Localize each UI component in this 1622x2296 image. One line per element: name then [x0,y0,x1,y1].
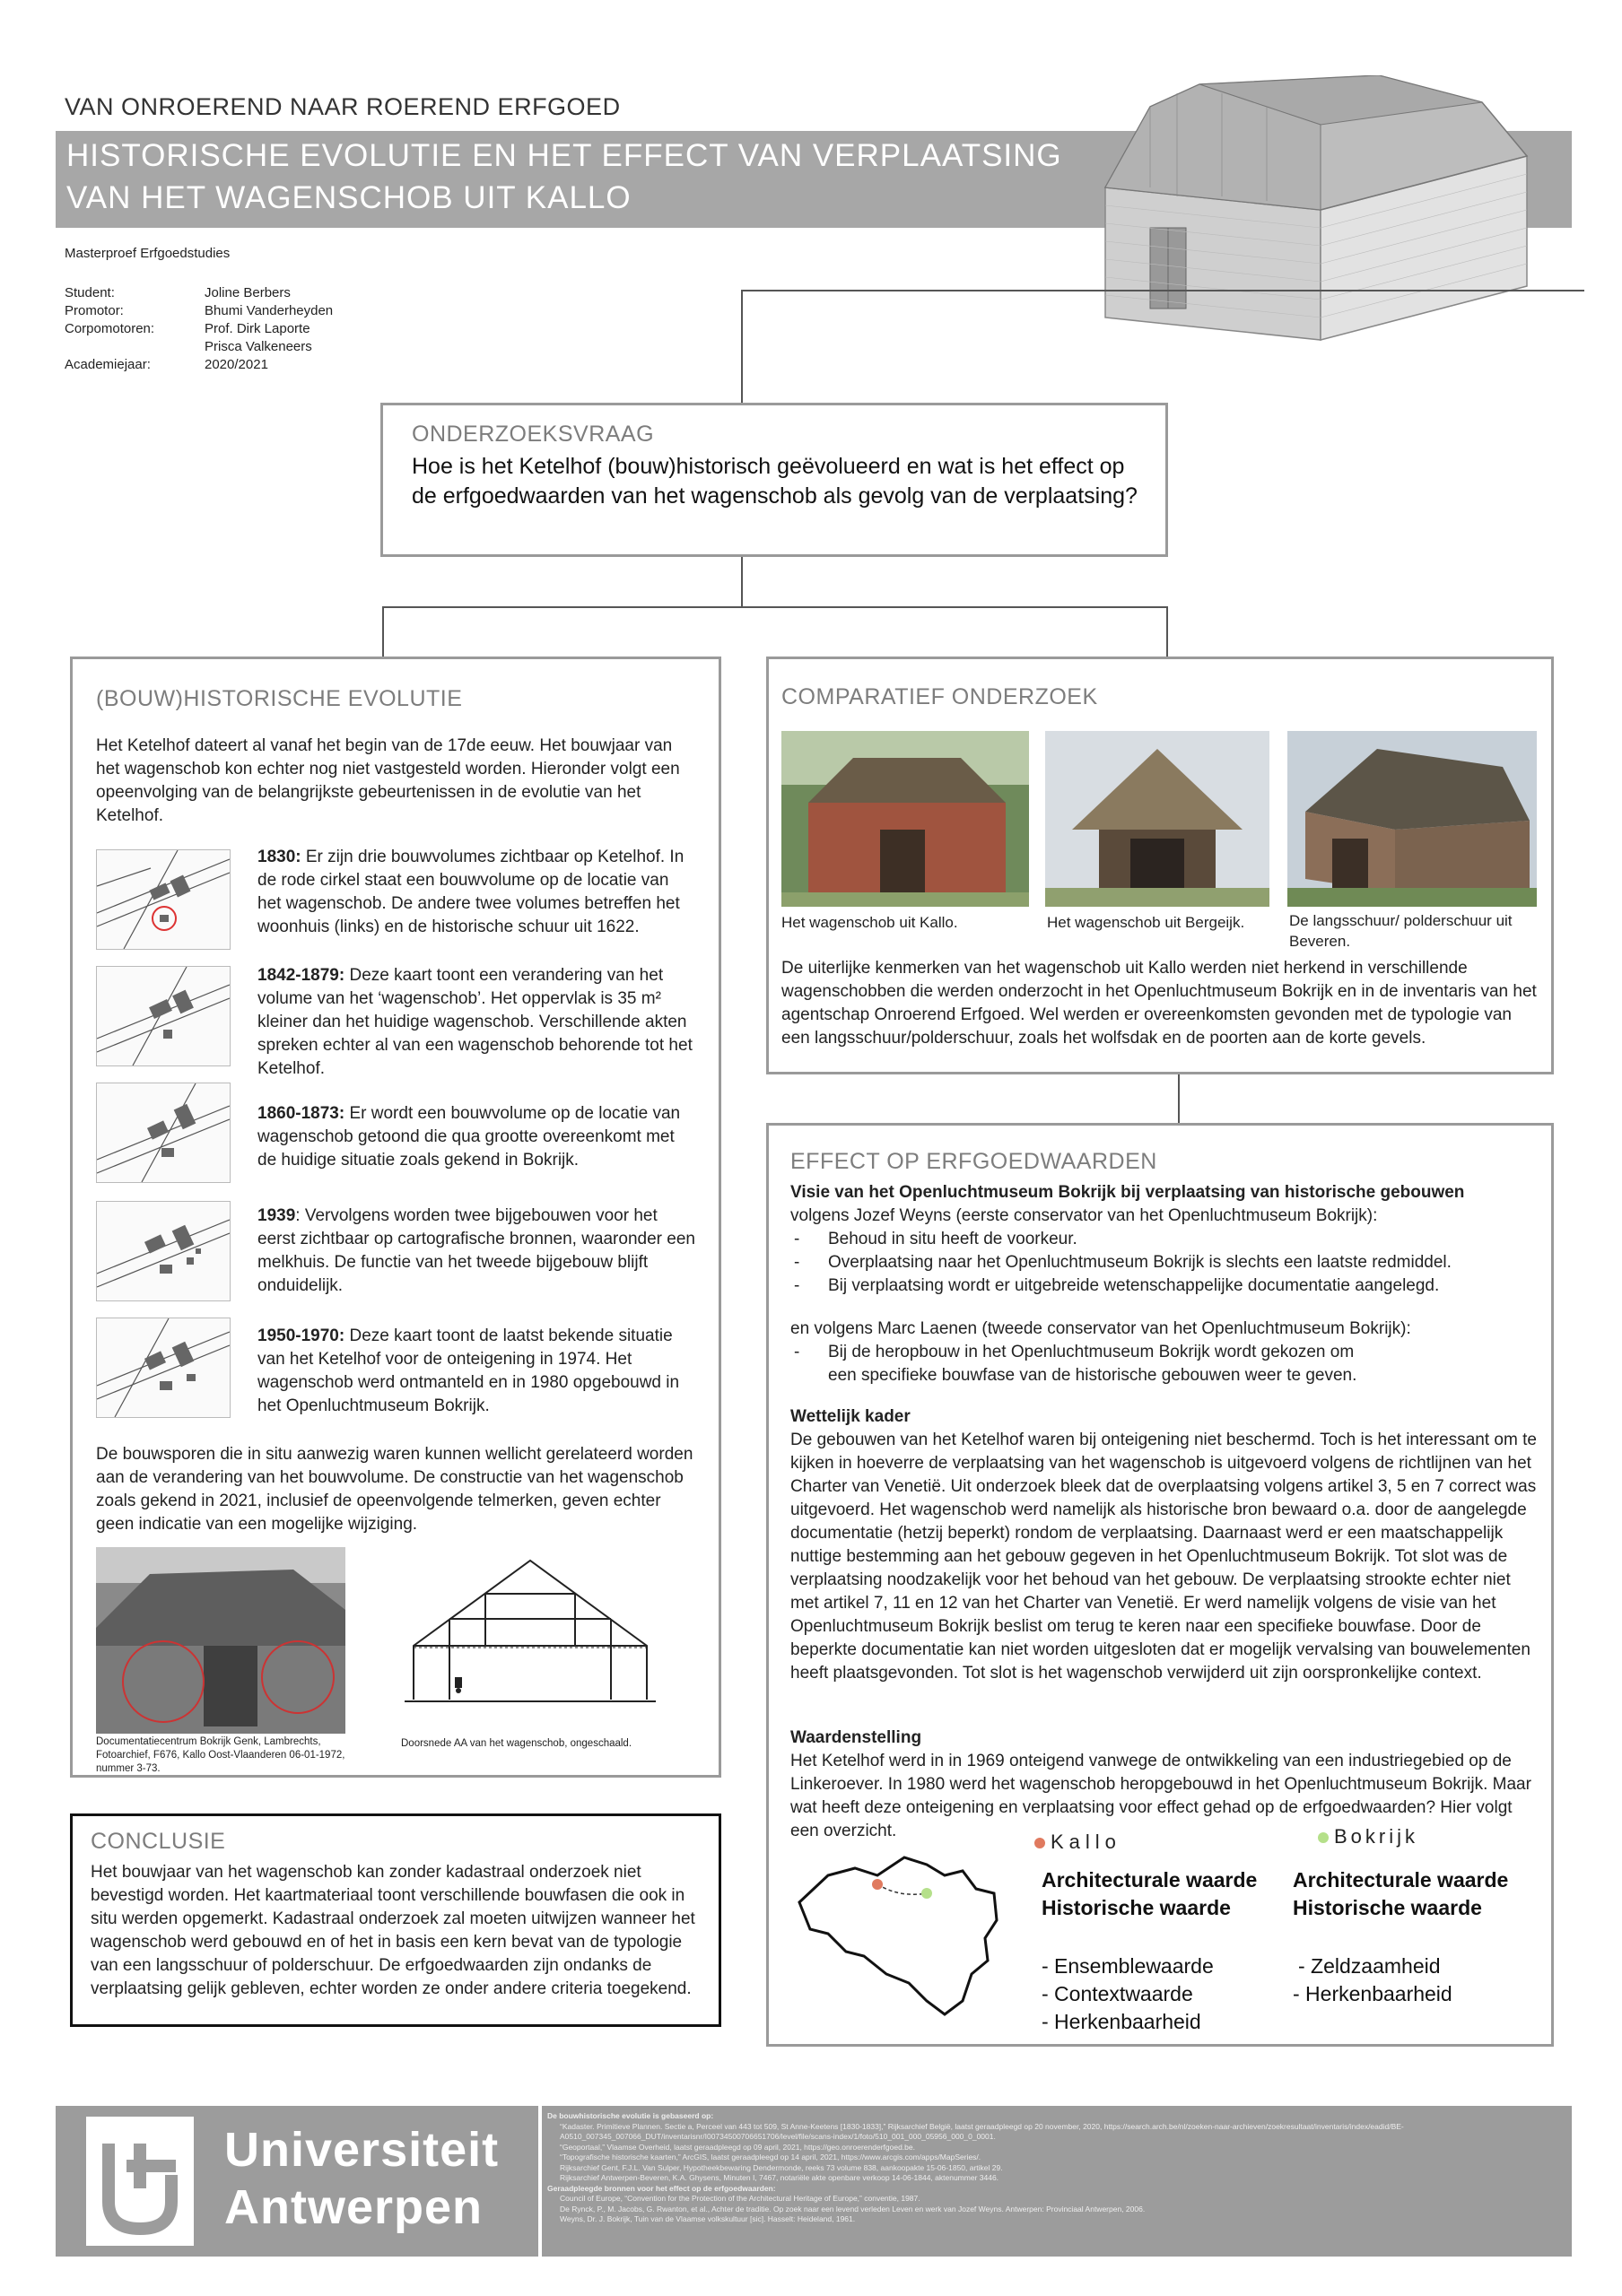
subtitle: Masterproef Erfgoedstudies [65,246,231,261]
conclusion-box [70,1813,721,2027]
value-item: - Contextwaarde [1042,1982,1193,2005]
references [547,2111,1561,2225]
connector [1166,606,1168,658]
bokrijk-values-extra [1293,1952,1452,2008]
student-value: Joline Berbers [205,285,291,300]
student-label: Student: [65,285,115,300]
caption-bergeijk: Het wagenschob uit Bergeijk. [1047,914,1245,931]
value-item: - Herkenbaarheid [1042,2010,1201,2033]
reference-item: “Kadaster. Primitieve Plannen. Sectie a, Perceel van 443 tot 509, St Anne-Keetens [1830-1833],” Rijksarchief België, laatst geraadpleegd op 20 november, 2020, https://search.arch.be/nl/zoeken-naar-archieven/zoekresultaat/inventaris/index/eadid/BE-A0510_007345_007066_DUT/inventarisnr/I00734500706651706/level/file/scans-index/1/foto/510_001_000_05956_000_0_0001. [560,2121,1404,2141]
kallo-label: Kallo [1051,1831,1121,1853]
connector [1178,1073,1180,1125]
comparative-box [766,657,1554,1074]
research-question-title: ONDERZOEKSVRAAG [412,422,655,447]
conclusion-text: Het bouwjaar van het wagenschob kan zonder kadastraal onderzoek niet bevestigd worden. Het kaartmateriaal toont verschillende bouwfasen die ook in situ werden opgemerkt. Kadastraal onderzoek zal moeten uitwijzen wanneer het wagenschob werd gebouwd en of het in basis een kern bevat van de typologie van een langsschuur of polderschuur. De erfgoedwaarden zijn ondanks de verplaatsing gelijk gebleven, echter worden ze onder andere criteria toegekend. [91,1863,695,1998]
reference-item: Council of Europe, “Convention for the Protection of the Architectural Heritage of Europe,” conventie, 1987. [560,2194,920,2203]
barn-illustration [1087,75,1572,344]
list-item: - Overplaatsing naar het Openluchtmuseum Bokrijk is slechts een laatste redmiddel. [790,1251,1544,1274]
comparative-title: COMPARATIEF ONDERZOEK [781,684,1098,709]
references-heading: Geraadpleegde bronnen voor het effect op de erfgoedwaarden: [547,2183,776,2193]
connector [741,556,743,606]
value-text: Het Ketelhof werd in in 1969 onteigend vanwege de ontwikkeling van een industriegebied op de Linkeroever. In 1980 werd het wagenschob heropgebouwd in het Openluchtmuseum Bokrijk. Maar wat heeft deze onteigening en verplaatsing voor effect gehad op de erfgoedwaarden? Hier volgt een overzicht. [790,1752,1531,1840]
cross-section-drawing [396,1547,665,1726]
laenen-list [790,1341,1382,1387]
academiejaar-label: Academiejaar: [65,357,151,372]
research-question-box [380,403,1168,557]
cross-section-caption: Doorsnede AA van het wagenschob, ongeschaald. [401,1738,632,1749]
reference-item: Weyns, Dr. J. Bokrijk, Tuin van de Vlaamse volkskultuur [sic]. Hasselt: Heideland, 1961. [560,2214,856,2223]
list-item: - Bij verplaatsing wordt er uitgebreide wetenschappelijke documentatie aangelegd. [790,1274,1544,1298]
list-item: - Bij de heropbouw in het Openluchtmuseum Bokrijk wordt gekozen om een specifieke bouwfase van de historische gebouwen weer te geven. [790,1341,1382,1387]
reference-item: Rijksarchief Gent, F.J.L. Van Sulper, Hypotheekbewaring Dendermonde, reeks 73 volume 838, aankoopakte 15-06-1850, artikel 29. [560,2162,1003,2172]
poster-title-line-1: HISTORISCHE EVOLUTIE EN HET EFFECT VAN VERPLAATSING [66,138,1062,173]
map-1830 [96,849,231,950]
belgium-map [792,1848,1004,2024]
comparative-text: De uiterlijke kenmerken van het wagenschob uit Kallo werden niet herkend in verschillende wagenschobben die werden onderzocht in het Openluchtmuseum Bokrijk en in de inventaris van het agentschap Onroerend Erfgoed. Wel werden er overeenkomsten gevonden met de typologie van een langsschuur/polderschuur, zoals het wolfsdak en de poorten aan de korte gevels. [781,959,1537,1048]
academiejaar-value: 2020/2021 [205,357,268,372]
kallo-dot [1034,1838,1045,1848]
value-item: Historische waarde [1293,1896,1482,1919]
reference-item: “Topografische historische kaarten,” ArcGIS, laatst geraadpleegd op 14 april, 2021, https://www.arcgis.com/apps/MapSeries/. [560,2152,981,2161]
evolution-box [70,657,721,1778]
effect-box [766,1123,1554,2047]
archival-photo-caption: Documentatiecentrum Bokrijk Genk, Lambrechts, Fotoarchief, F676, Kallo Oost-Vlaanderen 06-01-1972, nummer 3-73. [96,1736,345,1774]
reference-item: “Geoportaal,” Vlaamse Overheid, laatst geraadpleegd op 09 april, 2021, https://geo.onroerenderfgoed.be. [560,2142,915,2152]
kallo-values-main [1042,1866,1257,1922]
conclusion-title: CONCLUSIE [91,1829,226,1854]
vision-heading: Visie van het Openluchtmuseum Bokrijk bij verplaatsing van historische gebouwen [790,1183,1465,1202]
timeline-item: 1939: Vervolgens worden twee bijgebouwen voor het eerst zichtbaar op cartografische bronnen, waaronder een melkhuis. De functie van het tweede bijgebouw blijft onduidelijk. [257,1206,695,1295]
connector [741,290,743,406]
connector [382,606,1168,608]
connector [741,290,1584,291]
legal-heading: Wettelijk kader [790,1407,911,1426]
promotor-label: Promotor: [65,303,124,318]
kallo-marker [872,1879,883,1890]
university-name-line-1: Universiteit [224,2123,500,2177]
timeline-item: 1842-1879: Deze kaart toont een verandering van het volume van het ‘wagenschob’. Het oppervlak is 35 m² kleiner dan het huidige wagenschob. Verschillende akten spreken echter al van een wagenschob behorende tot het Ketelhof. [257,966,693,1078]
photo-kallo [781,731,1029,907]
value-item: - Ensemblewaarde [1042,1954,1214,1978]
timeline-item: 1950-1970: Deze kaart toont de laatst bekende situatie van het Ketelhof voor de onteigening in 1974. Het wagenschob werd ontmanteld en in 1980 opgebouwd in het Openluchtmuseum Bokrijk. [257,1326,680,1415]
university-name-line-2: Antwerpen [224,2180,484,2234]
bokrijk-label: Bokrijk [1334,1825,1419,1848]
map-1842-1879 [96,966,231,1066]
poster-kicker: VAN ONROEREND NAAR ROEREND ERFGOED [65,93,621,120]
photo-bergeijk [1045,731,1269,907]
kallo-values-extra [1042,1952,1214,2036]
value-item: Historische waarde [1042,1896,1231,1919]
laenen-intro: en volgens Marc Laenen (tweede conservator van het Openluchtmuseum Bokrijk): [790,1319,1411,1338]
research-question-text: Hoe is het Ketelhof (bouw)historisch geëvolueerd en wat is het effect op de erfgoedwaarden van het wagenschob als gevolg van de verplaatsing? [412,454,1138,509]
value-item: - Herkenbaarheid [1293,1982,1452,2005]
caption-kallo: Het wagenschob uit Kallo. [781,914,958,931]
effect-title: EFFECT OP ERFGOEDWAARDEN [790,1149,1157,1174]
reference-item: De Rynck, P., M. Jacobs, G. Rwanton, et al., Achter de traditie. Op zoek naar een levend verleden Leven en werk van Jozef Weyns. Antwerpen: Provinciaal Antwerpen, 2006. [560,2204,1146,2213]
reference-item: Rijksarchief Antwerpen-Beveren, K.A. Ghysens, Minuten I, 7467, notariële akte openbare verkoop 14-06-1844, aktenummer 3446. [560,2173,999,2182]
connector [382,606,384,658]
evolution-intro: Het Ketelhof dateert al vanaf het begin van de 17de eeuw. Het bouwjaar van het wagenschob kon echter nog niet vastgesteld worden. Hieronder volgt een opeenvolging van de belangrijkste gebeurtenissen in de evolutie van het Ketelhof. [96,736,680,825]
bokrijk-values-main [1293,1866,1508,1922]
footer-divider [538,2106,542,2257]
bokrijk-dot [1318,1832,1329,1843]
map-1860-1873 [96,1083,231,1183]
footer [56,2106,1572,2257]
photo-beveren [1287,731,1537,907]
value-item: Architecturale waarde [1293,1868,1509,1892]
bokrijk-marker [921,1888,932,1899]
timeline-item: 1860-1873: Er wordt een bouwvolume op de locatie van wagenschob getoond die qua grootte overeenkomt met de huidige situatie zoals gekend in Bokrijk. [257,1104,681,1170]
map-1950-1970 [96,1318,231,1418]
evolution-title: (BOUW)HISTORISCHE EVOLUTIE [96,686,463,711]
legal-text: De gebouwen van het Ketelhof waren bij onteigening niet beschermd. Toch is het interessant om te kijken in hoeverre de verplaatsing van het wagenschob is uitgevoerd volgens de richtlijnen van het Charter van Venetië. Uit onderzoek bleek dat de overplaatsing volgens artikel 3, 5 en 7 correct was uitgevoerd. Het wagenschob werd namelijk als historische bron bewaard o.a. door de aangelegde documentatie (hetzij beperkt) rondom de verplaatsing. Daarnaast werd er een maatschappelijk nuttige bestemming aan het gebouw gegeven in het Openluchtmuseum Bokrijk. Tot slot was de verplaatsing noodzakelijk voor het behoud van het gebouw. De verplaatsing strookte echter niet met artikel 7, 11 en 12 van het Charter van Venetië. Er werd namelijk volgens de visie van het Openluchtmuseum Bokrijk beslist om terug te keren naar een specifieke bouwfase. Door de beperkte documentatie kan niet worden uitgesloten dat er mogelijk vervalsing van bouwelementen heeft plaatsgevonden. Tot slot is het wagenschob verwijderd uit zijn oorspronkelijke context. [790,1431,1537,1683]
references-heading: De bouwhistorische evolutie is gebaseerd op: [547,2111,714,2120]
value-item: - Zeldzaamheid [1298,1954,1441,1978]
vision-intro: volgens Jozef Weyns (eerste conservator van het Openluchtmuseum Bokrijk): [790,1206,1378,1225]
value-heading: Waardenstelling [790,1728,922,1747]
poster-title-line-2: VAN HET WAGENSCHOB UIT KALLO [66,180,632,215]
archival-photo [96,1547,345,1734]
corpomotoren-label: Corpomotoren: [65,321,155,336]
evolution-closing: De bouwsporen die in situ aanwezig waren kunnen wellicht gerelateerd worden aan de verandering van het bouwvolume. De constructie van het wagenschob zoals gekend in 2021, inclusief de opeenvolgende telmerken, geven echter geen indicatie van een mogelijke wijziging. [96,1445,693,1534]
timeline-item: 1830: Er zijn drie bouwvolumes zichtbaar op Ketelhof. In de rode cirkel staat een bouwvolume op de locatie van het wagenschob. De andere twee volumes betreffen het woonhuis (links) en de historische schuur uit 1622. [257,848,685,936]
vision-list [790,1228,1544,1298]
value-item: Architecturale waarde [1042,1868,1258,1892]
map-1939 [96,1201,231,1301]
promotor-value: Bhumi Vanderheyden [205,303,334,318]
caption-beveren: De langsschuur/ polderschuur uit Beveren. [1289,912,1513,950]
university-logo-icon [86,2117,194,2246]
list-item: - Behoud in situ heeft de voorkeur. [790,1228,1544,1251]
corpomotor-1: Prof. Dirk Laporte [205,321,310,336]
corpomotor-2: Prisca Valkeneers [205,339,312,354]
